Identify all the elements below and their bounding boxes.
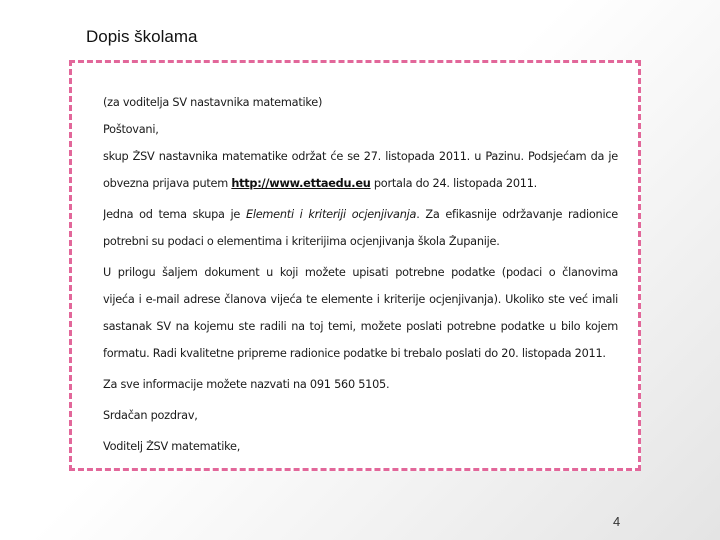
paragraph-3-line-3: sastanak SV na kojemu ste radili na toj temi, možete poslati potrebne podatke u bilo kojem: [103, 320, 618, 333]
paragraph-2-text-after-topic: . Za efikasnije održavanje radionice: [416, 208, 618, 221]
paragraph-1-text-after-link: portala do 24. listopada 2011.: [370, 177, 537, 190]
paragraph-1-line-1: skup ŽSV nastavnika matematike održat će se 27. listopada 2011. u Pazinu. Podsjećam da je: [103, 150, 618, 163]
letter-signature: Voditelj ŽSV matematike,: [103, 440, 241, 453]
slide-title: Dopis školama: [86, 27, 198, 46]
letter-closing: Srdačan pozdrav,: [103, 409, 198, 422]
meeting-topic: Elementi i kriteriji ocjenjivanja: [245, 208, 417, 221]
paragraph-2-line-2: potrebni su podaci o elementima i kriterijima ocjenjivanja škola Županije.: [103, 235, 500, 248]
letter-body: [103, 88, 618, 454]
letter-image-frame: [69, 60, 641, 471]
page-number: 4: [613, 514, 621, 529]
paragraph-3-line-4: formatu. Radi kvalitetne pripreme radionice podatke bi trebalo poslati do 20. listopada 2011.: [103, 347, 606, 360]
paragraph-1-text-before-link: obvezna prijava putem: [103, 177, 232, 190]
paragraph-2-line-1: [103, 208, 618, 222]
paragraph-3-line-1: U prilogu šaljem dokument u koji možete upisati potrebne podatke (podaci o članovima: [103, 266, 618, 279]
letter-intro: (za voditelja SV nastavnika matematike): [103, 96, 323, 109]
paragraph-4-contact: Za sve informacije možete nazvati na 091 560 5105.: [103, 378, 390, 391]
paragraph-1-line-2: [103, 177, 618, 191]
paragraph-2-text-before-topic: Jedna od tema skupa je: [103, 208, 246, 221]
paragraph-3-line-2: vijeća i e-mail adrese članova vijeća te elemente i kriterije ocjenjivanja). Ukoliko ste već imali: [103, 293, 618, 306]
letter-greeting: Poštovani,: [103, 123, 159, 136]
ettaedu-portal-link[interactable]: http://www.ettaedu.eu: [231, 177, 371, 190]
